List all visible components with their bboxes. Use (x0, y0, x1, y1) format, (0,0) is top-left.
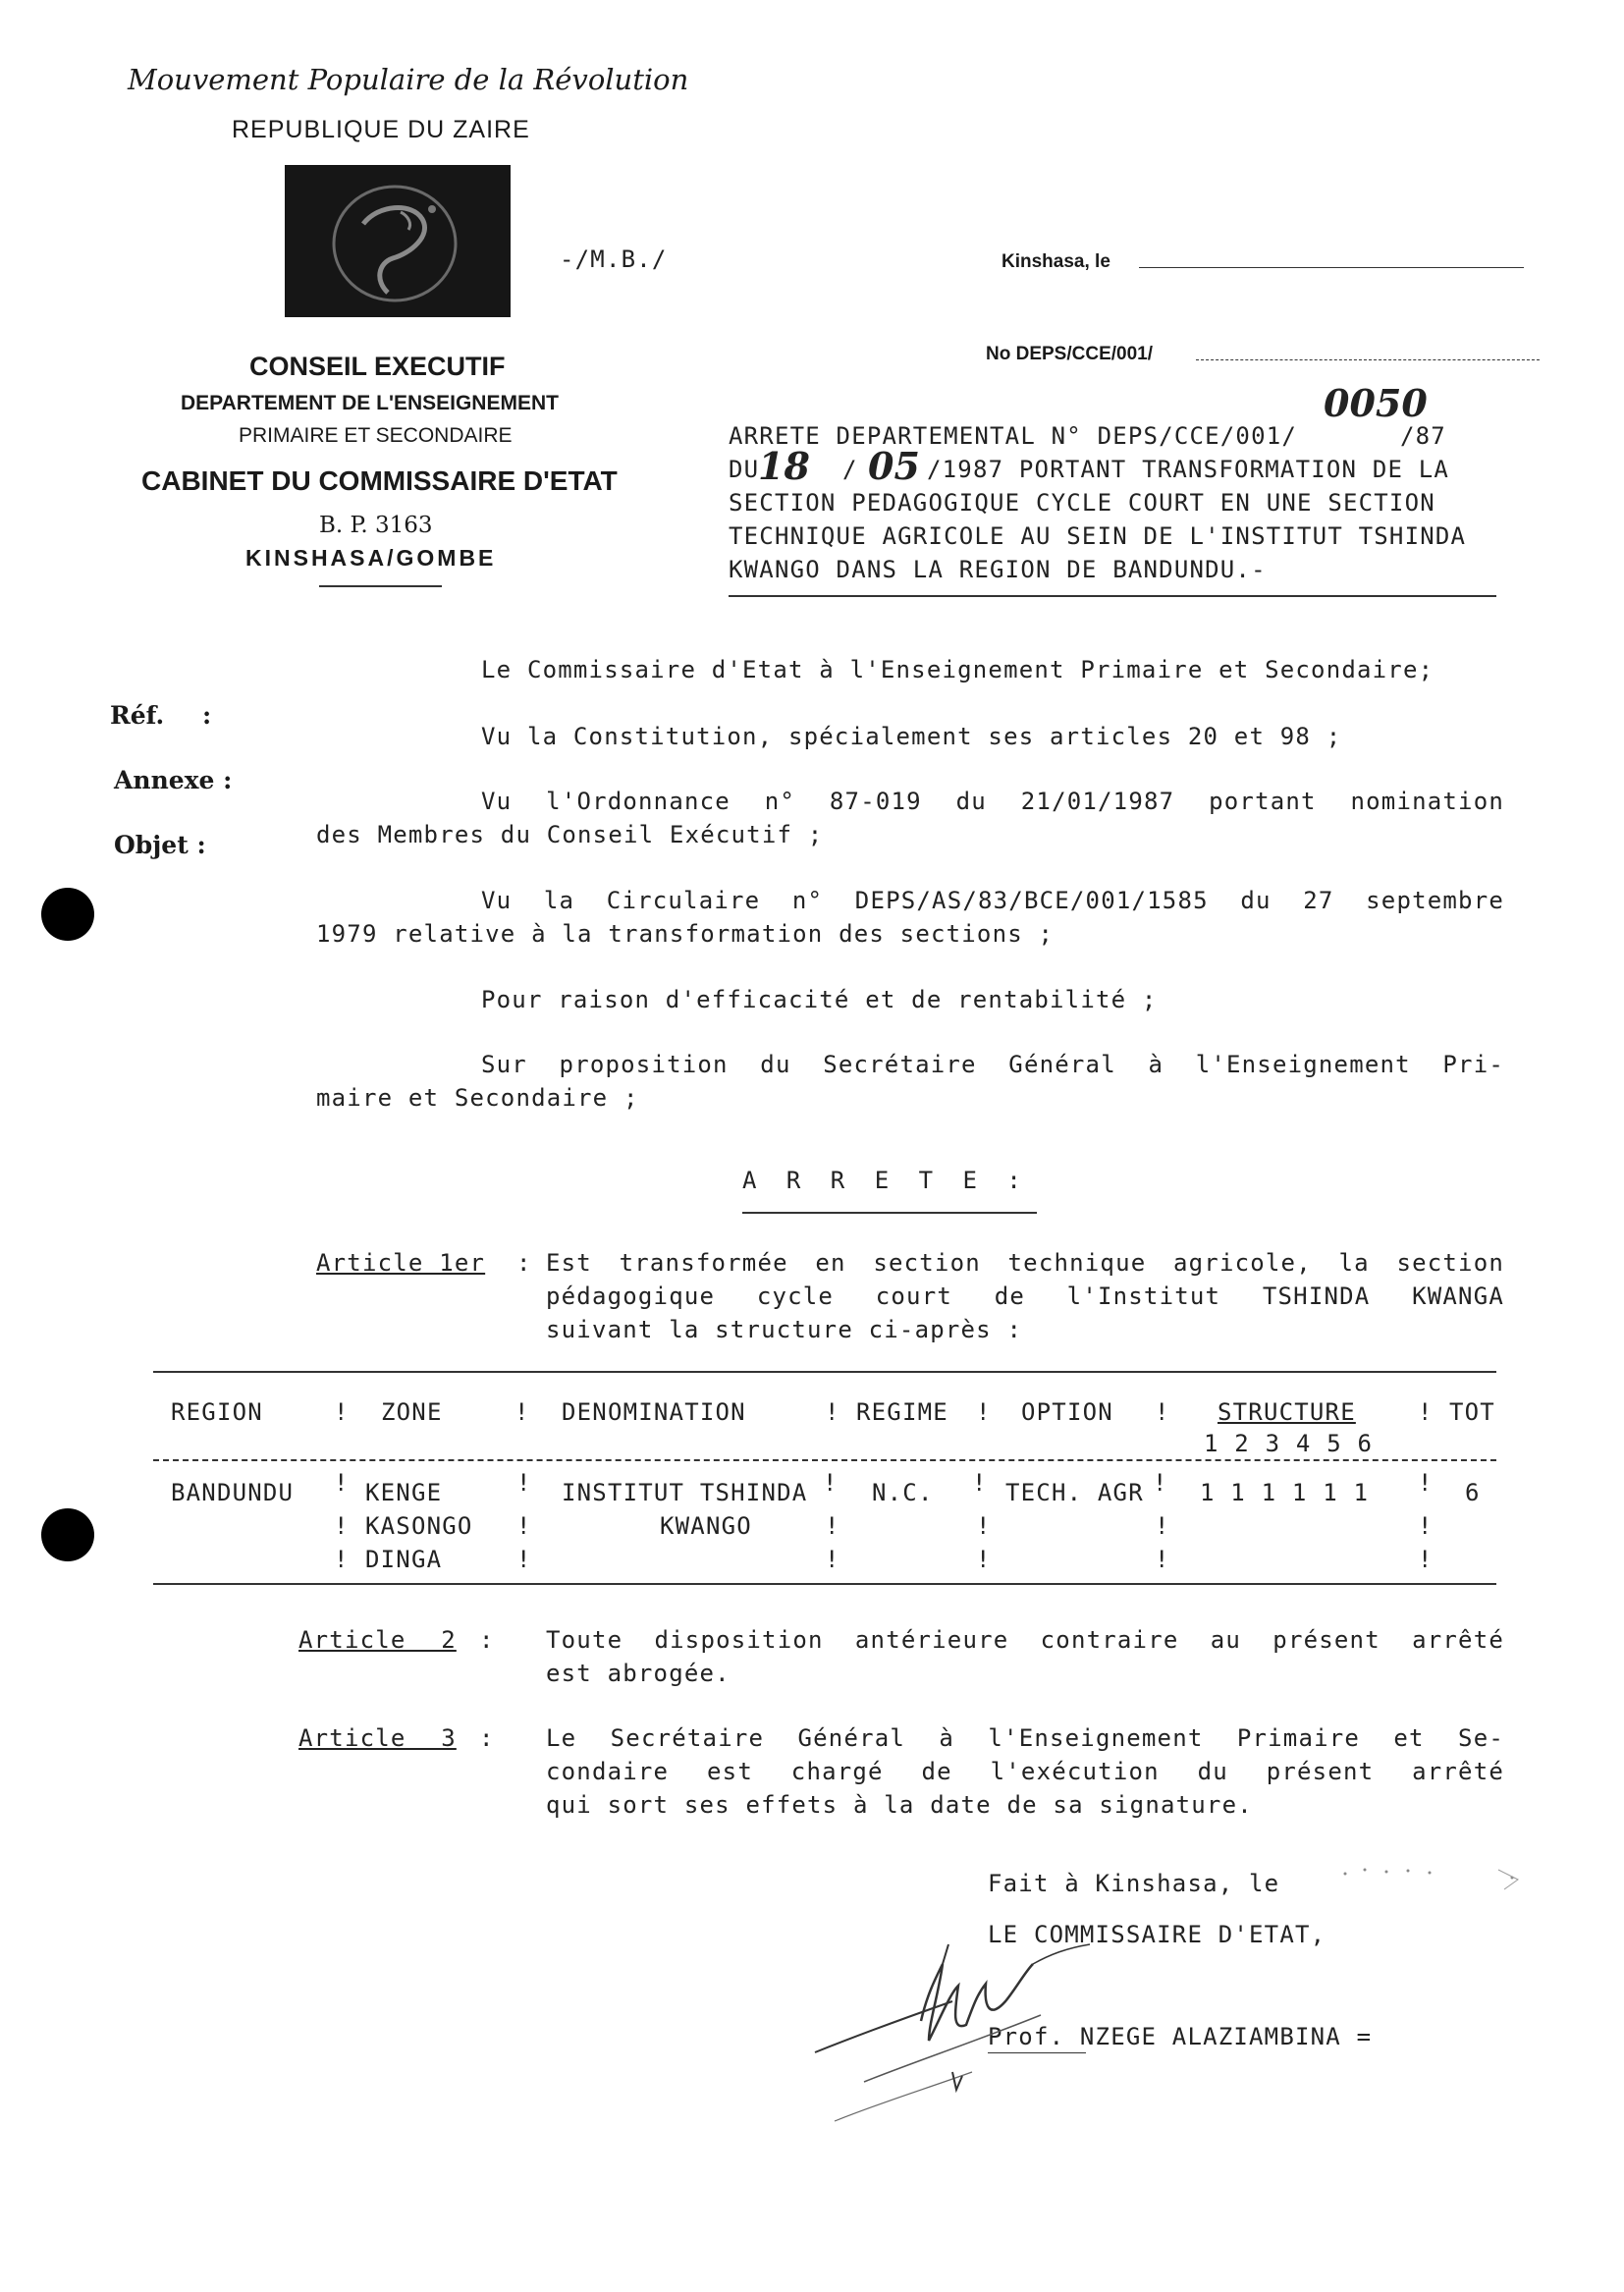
signature-scribble-icon (805, 1925, 1218, 2151)
preamble-p2: Vu la Constitution, spécialement ses articles 20 et 98 ; (481, 723, 1342, 750)
handwritten-signature (805, 1925, 1218, 2151)
article3-colon: : (479, 1724, 495, 1752)
place-date-label: Kinshasa, le (1001, 251, 1110, 272)
col-sep: ! (1155, 1512, 1169, 1540)
number-line (1196, 359, 1540, 360)
col-sep: ! (334, 1398, 349, 1426)
td-denomination-2: KWANGO (660, 1512, 752, 1540)
article1-label: Article 1er (316, 1249, 486, 1277)
faint-marks-icon (1326, 1856, 1542, 1905)
article3-line2: condaire est chargé de l'exécution du présent arrêté (546, 1758, 1504, 1785)
ref-label-text: Réf. (110, 701, 165, 730)
closing-title: LE COMMISSAIRE D'ETAT, (988, 1921, 1326, 1948)
handwritten-day: 18 (758, 444, 810, 488)
col-sep: ! (976, 1546, 991, 1573)
th-tot: TOT (1449, 1398, 1495, 1426)
ref-code: -/M.B./ (560, 246, 668, 273)
header-underline (319, 585, 442, 587)
col-sep: ! (1418, 1546, 1433, 1573)
table-bottom-rule (153, 1583, 1496, 1585)
table-top-rule (153, 1371, 1496, 1373)
th-denomination: DENOMINATION (562, 1398, 746, 1426)
ref-label (110, 701, 211, 730)
title-line5: KWANGO DANS LA REGION DE BANDUNDU.- (729, 556, 1267, 583)
th-structure: STRUCTURE (1218, 1398, 1356, 1426)
handwritten-month: 05 (868, 444, 920, 488)
article2-colon: : (479, 1626, 495, 1654)
punch-hole-top (41, 888, 94, 941)
preamble-p5: Pour raison d'efficacité et de rentabilité ; (481, 986, 1158, 1013)
movement-name: Mouvement Populaire de la Révolution (128, 63, 689, 96)
faint-stamp-marks (1326, 1856, 1542, 1905)
th-structure-years: 1 2 3 4 5 6 (1204, 1430, 1374, 1457)
article1-colon: : (516, 1249, 532, 1277)
td-tot: 6 (1465, 1479, 1481, 1506)
department-line1: DEPARTEMENT DE L'ENSEIGNEMENT (181, 392, 559, 414)
preamble-p1: Le Commissaire d'Etat à l'Enseignement Primaire et Secondaire; (481, 656, 1435, 683)
col-sep: ! (825, 1398, 839, 1426)
title-line2-sep: / (842, 456, 858, 483)
td-zone-1: KENGE (365, 1479, 443, 1506)
article2-line1: Toute disposition antérieure contraire au présent arrêté (546, 1626, 1504, 1654)
col-sep: ! (516, 1512, 531, 1540)
emblem-icon (285, 165, 511, 317)
council-name: CONSEIL EXECUTIF (249, 352, 506, 381)
article1-line3: suivant la structure ci-après : (546, 1316, 1023, 1343)
article1-line2: pédagogique cycle court de l'Institut TSHINDA KWANGA (546, 1282, 1504, 1310)
col-sep: ! (1418, 1512, 1433, 1540)
td-zone-3: DINGA (365, 1546, 443, 1573)
title-line2-rest: /1987 PORTANT TRANSFORMATION DE LA (927, 456, 1450, 483)
td-regime: N.C. (872, 1479, 934, 1506)
col-sep: ! (516, 1546, 531, 1573)
article3-label: Article 3 (298, 1724, 457, 1752)
th-option: OPTION (1021, 1398, 1113, 1426)
number-label: No DEPS/CCE/001/ (986, 344, 1153, 364)
title-underline (729, 595, 1496, 597)
table-header-rule (153, 1459, 1496, 1461)
title-line3: SECTION PEDAGOGIQUE CYCLE COURT EN UNE SECTION (729, 489, 1435, 517)
title-line2-du: DU (729, 456, 760, 483)
preamble-p3-line2: des Membres du Conseil Exécutif ; (316, 821, 824, 848)
preamble-p4-line2: 1979 relative à la transformation des sections ; (316, 920, 1055, 948)
city: KINSHASA/GOMBE (245, 545, 497, 571)
col-sep: ! (972, 1469, 987, 1497)
col-sep: ! (334, 1546, 349, 1573)
th-region: REGION (171, 1398, 263, 1426)
th-zone: ZONE (381, 1398, 443, 1426)
td-zone-2: KASONGO (365, 1512, 473, 1540)
title-line1-year: /87 (1400, 422, 1446, 450)
preamble-p3-line1: Vu l'Ordonnance n° 87-019 du 21/01/1987 portant nomination (481, 788, 1504, 815)
decree-heading: A R R E T E : (742, 1167, 1029, 1194)
article2-line2: est abrogée. (546, 1660, 731, 1687)
td-denomination-1: INSTITUT TSHINDA (562, 1479, 808, 1506)
cabinet-name: CABINET DU COMMISSAIRE D'ETAT (141, 465, 618, 496)
col-sep: ! (334, 1512, 349, 1540)
annexe-label: Annexe : (114, 766, 233, 794)
republic-name: REPUBLIQUE DU ZAIRE (232, 116, 530, 143)
punch-hole-bottom (41, 1508, 94, 1561)
col-sep: ! (516, 1469, 531, 1497)
col-sep: ! (976, 1512, 991, 1540)
col-sep: ! (976, 1398, 991, 1426)
col-sep: ! (1418, 1469, 1433, 1497)
col-sep: ! (1155, 1546, 1169, 1573)
title-line1-a: ARRETE DEPARTEMENTAL N° DEPS/CCE/001/ (729, 422, 1298, 450)
col-sep: ! (825, 1512, 839, 1540)
article3-line1: Le Secrétaire Général à l'Enseignement Primaire et Se- (546, 1724, 1504, 1752)
col-sep: ! (823, 1469, 838, 1497)
article1-line1: Est transformée en section technique agricole, la section (546, 1249, 1504, 1277)
article2-label: Article 2 (298, 1626, 457, 1654)
title-line4: TECHNIQUE AGRICOLE AU SEIN DE L'INSTITUT TSHINDA (729, 522, 1467, 550)
preamble-p6-line1: Sur proposition du Secrétaire Général à l'Enseignement Pri- (481, 1051, 1504, 1078)
col-sep: ! (1153, 1469, 1167, 1497)
objet-label: Objet : (114, 831, 206, 859)
department-line2: PRIMAIRE ET SECONDAIRE (239, 424, 513, 447)
td-region: BANDUNDU (171, 1479, 295, 1506)
col-sep: ! (334, 1469, 349, 1497)
ref-label-colon: : (201, 701, 212, 730)
td-option: TECH. AGR (1005, 1479, 1144, 1506)
decree-heading-underline (742, 1212, 1037, 1214)
td-structure: 1 1 1 1 1 1 (1200, 1479, 1370, 1506)
col-sep: ! (514, 1398, 529, 1426)
handwritten-number: 0050 (1324, 381, 1428, 425)
national-emblem (285, 165, 511, 317)
po-box: B. P. 3163 (319, 513, 433, 538)
col-sep: ! (825, 1546, 839, 1573)
signatory-name: Prof. NZEGE ALAZIAMBINA = (988, 2023, 1373, 2050)
title-line1 (729, 422, 1297, 450)
th-regime: REGIME (856, 1398, 948, 1426)
preamble-p6-line2: maire et Secondaire ; (316, 1084, 639, 1112)
preamble-p4-line1: Vu la Circulaire n° DEPS/AS/83/BCE/001/1585 du 27 septembre (481, 887, 1504, 914)
col-sep: ! (1418, 1398, 1433, 1426)
article3-line3: qui sort ses effets à la date de sa signature. (546, 1791, 1253, 1819)
col-sep: ! (1155, 1398, 1169, 1426)
date-line (1139, 267, 1524, 268)
closing-place: Fait à Kinshasa, le (988, 1870, 1280, 1897)
